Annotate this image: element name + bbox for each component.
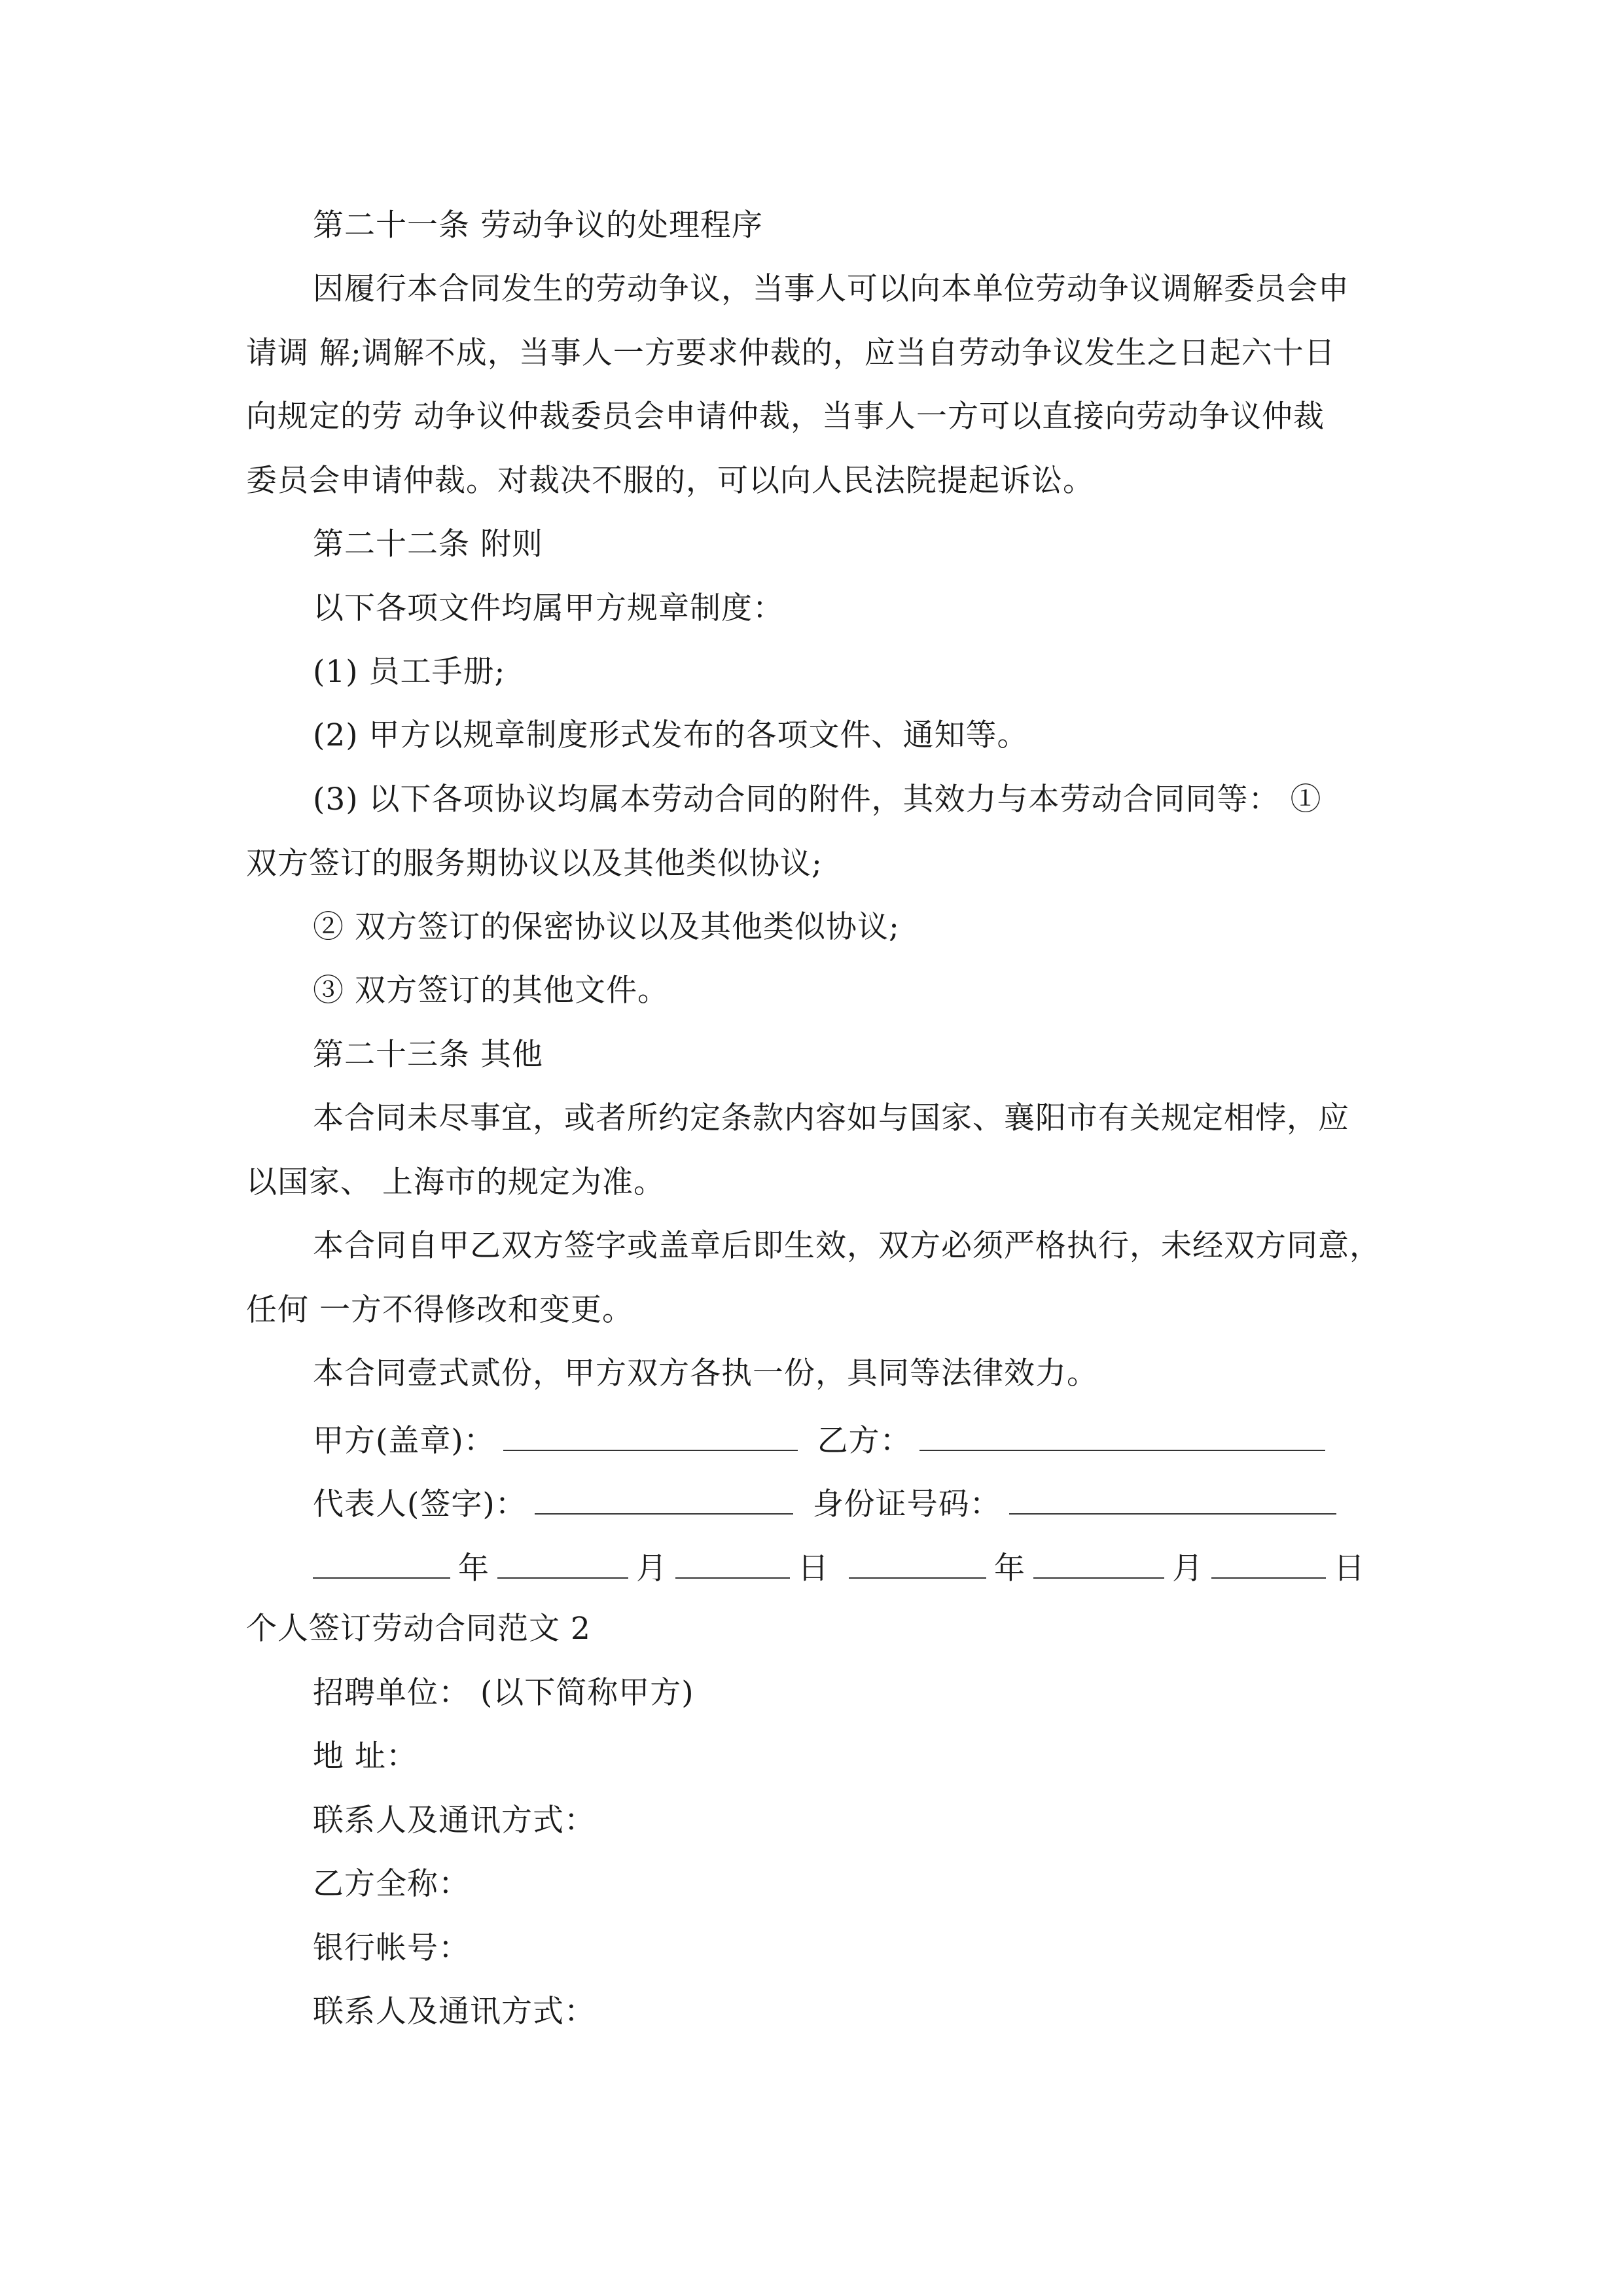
article-23-line-4: 任何 一方不得修改和变更。 bbox=[246, 1292, 633, 1328]
date-a-month-blank bbox=[497, 1545, 628, 1579]
sample-2-field-bank-account: 银行帐号： bbox=[313, 1930, 470, 1966]
party-a-label: 甲方(盖章)： bbox=[313, 1423, 495, 1459]
sample-2-field-employer: 招聘单位： (以下简称甲方) bbox=[313, 1675, 694, 1711]
sample-2-field-address: 地 址： bbox=[313, 1738, 418, 1774]
article-23-heading: 第二十三条 其他 bbox=[313, 1037, 543, 1073]
id-label: 身份证号码： bbox=[812, 1486, 1001, 1522]
article-22-heading: 第二十二条 附则 bbox=[313, 526, 543, 562]
sample-2-field-contact-a: 联系人及通讯方式： bbox=[313, 1803, 596, 1839]
party-b-label: 乙方： bbox=[817, 1423, 912, 1459]
article-22-item-3: (3) 以下各项协议均属本劳动合同的附件，其效力与本劳动合同同等： ① bbox=[313, 781, 1322, 817]
article-22-item-3-sub-3: ③ 双方签订的其他文件。 bbox=[313, 973, 669, 1009]
signature-party-a-row bbox=[313, 1417, 1333, 1462]
article-23-line-1: 本合同未尽事宜，或者所约定条款内容如与国家、襄阳市有关规定相悖，应 bbox=[313, 1100, 1349, 1136]
id-blank bbox=[1009, 1480, 1336, 1515]
date-a-day-blank bbox=[675, 1545, 790, 1579]
article-21-line-3: 向规定的劳 动争议仲裁委员会申请仲裁，当事人一方可以直接向劳动争议仲裁 bbox=[246, 399, 1325, 435]
article-23-line-5: 本合同壹式贰份，甲方双方各执一份，具同等法律效力。 bbox=[313, 1355, 1098, 1391]
sample-2-field-party-b-name: 乙方全称： bbox=[313, 1866, 470, 1902]
date-a-year-label: 年 bbox=[458, 1551, 490, 1587]
date-b-month-label: 月 bbox=[1172, 1551, 1204, 1587]
date-a-year-blank bbox=[313, 1545, 450, 1579]
party-b-blank bbox=[919, 1417, 1325, 1451]
article-23-line-2: 以国家、 上海市的规定为准。 bbox=[246, 1164, 665, 1200]
article-21-line-4: 委员会申请仲裁。对裁决不服的，可以向人民法院提起诉讼。 bbox=[246, 463, 1094, 499]
date-b-day-label: 日 bbox=[1334, 1551, 1365, 1587]
date-b-month-blank bbox=[1033, 1545, 1164, 1579]
sample-2-field-contact-b: 联系人及通讯方式： bbox=[313, 1994, 596, 2030]
article-22-item-3-cont: 双方签订的服务期协议以及其他类似协议; bbox=[246, 846, 823, 882]
rep-blank bbox=[535, 1480, 793, 1515]
article-21-line-1: 因履行本合同发生的劳动争议，当事人可以向本单位劳动争议调解委员会申 bbox=[313, 271, 1349, 307]
article-21-line-2: 请调 解;调解不成，当事人一方要求仲裁的，应当自劳动争议发生之日起六十日 bbox=[246, 335, 1336, 371]
party-a-blank bbox=[503, 1417, 798, 1451]
article-21-heading: 第二十一条 劳动争议的处理程序 bbox=[313, 207, 763, 243]
article-22-item-3-sub-2: ② 双方签订的保密协议以及其他类似协议; bbox=[313, 909, 900, 945]
sample-2-title: 个人签订劳动合同范文 2 bbox=[246, 1611, 591, 1647]
article-23-line-3: 本合同自甲乙双方签字或盖章后即生效，双方必须严格执行，未经双方同意， bbox=[313, 1228, 1381, 1264]
date-b-year-blank bbox=[849, 1545, 986, 1579]
article-22-item-1: (1) 员工手册; bbox=[313, 654, 506, 690]
article-22-intro: 以下各项文件均属甲方规章制度： bbox=[313, 590, 784, 626]
date-b-day-blank bbox=[1211, 1545, 1326, 1579]
date-a-day-label: 日 bbox=[798, 1551, 829, 1587]
signature-date-row bbox=[313, 1545, 1365, 1590]
date-a-month-label: 月 bbox=[636, 1551, 668, 1587]
article-22-item-2: (2) 甲方以规章制度形式发布的各项文件、通知等。 bbox=[313, 717, 1029, 753]
signature-rep-row bbox=[313, 1480, 1344, 1526]
rep-label: 代表人(签字)： bbox=[313, 1486, 527, 1522]
date-b-year-label: 年 bbox=[994, 1551, 1026, 1587]
